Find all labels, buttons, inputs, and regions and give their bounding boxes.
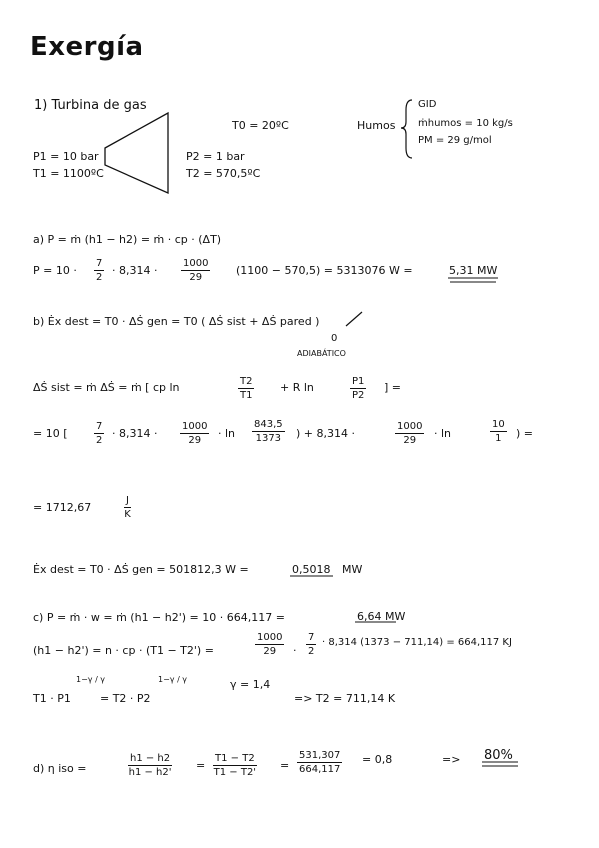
a-fraction-cp-num: 7 <box>96 258 103 269</box>
d-result: 80% <box>484 748 513 763</box>
b-fraction-temp-num: T2 <box>240 376 253 387</box>
c-line-2-frac-2-num: 7 <box>308 632 315 643</box>
d-frac-values-num: 531,307 <box>299 750 341 761</box>
b-line-3-frac-3-den: 1373 <box>255 433 282 444</box>
turbine-shape <box>105 113 168 193</box>
b-line-5-pre: Ėx dest = T0 · ΔṠ gen = 501812,3 W = <box>33 563 249 576</box>
d-eq-1: = <box>196 759 206 772</box>
b-line-3-frac-3-num: 843,5 <box>254 419 283 430</box>
d-frac-temperature-den: T1 − T2' <box>213 767 257 778</box>
c-line-1-pre: c) P = ṁ · w = ṁ (h1 − h2') = 10 · 664,117 = <box>33 611 285 624</box>
humos-item-pm: PM = 29 g/mol <box>418 135 492 146</box>
b-line-5-unit: MW <box>342 563 363 576</box>
b-line-3-frac-5 <box>490 419 507 444</box>
b-line-3-frac-3 <box>252 419 285 444</box>
b-line-2-mid: + R ln <box>280 381 314 394</box>
b-line-2-post: ] = <box>384 381 402 394</box>
d-frac-enthalpy-num: h1 − h2 <box>130 753 171 764</box>
humos-brace <box>401 100 412 158</box>
a-fraction-molar-den: 29 <box>189 272 203 283</box>
inlet-pressure: P1 = 10 bar <box>33 150 99 163</box>
d-label: d) η iso = <box>33 762 87 775</box>
c-line-2-mid: · <box>293 644 297 657</box>
c-line-2-frac-2-den: 2 <box>308 646 315 657</box>
a-line-2-post: (1100 − 570,5) = 5313076 W = <box>236 264 413 277</box>
b-fraction-temp-den: T1 <box>240 390 253 401</box>
d-frac-values-den: 664,117 <box>299 764 341 775</box>
b-fraction-press <box>350 376 366 401</box>
humos-item-gid: GID <box>418 99 437 110</box>
c-line-1-result: 6,64 MW <box>357 610 406 623</box>
ambient-temperature: T0 = 20ºC <box>232 119 289 132</box>
b-line-3-d: · ln <box>434 427 452 440</box>
outlet-temperature: T2 = 570,5ºC <box>186 167 261 180</box>
b-line-5-result: 0,5018 <box>292 563 331 576</box>
b-line-3-frac-1-num: 7 <box>96 421 103 432</box>
b-line-3-c: ) + 8,314 · <box>296 427 355 440</box>
a-line-2-mid: · 8,314 · <box>112 264 158 277</box>
b-line-3-frac-1-den: 2 <box>96 435 103 446</box>
d-frac-temperature <box>213 753 257 778</box>
a-line-1: a) P = ṁ (h1 − h2) = ṁ · cp · (ΔT) <box>33 233 222 246</box>
c-line-3-exponent-1: 1−γ / γ <box>76 675 106 684</box>
d-eq-3: = 0,8 <box>362 753 393 766</box>
b-line-3-frac-5-den: 1 <box>495 433 502 444</box>
c-line-2-frac-1-den: 29 <box>263 646 277 657</box>
b-line-4-unit <box>124 495 131 520</box>
c-line-3-b: = T2 · P2 <box>100 692 151 705</box>
a-line-2-pre: P = 10 · <box>33 264 77 277</box>
c-line-2-frac-1 <box>255 632 284 657</box>
pared-strike <box>346 312 362 326</box>
c-line-2-frac-2 <box>306 632 316 657</box>
c-line-3-a: T1 · P1 <box>33 692 71 705</box>
humos-item-flow: ṁhumos = 10 kg/s <box>418 118 513 129</box>
b-line-1: b) Ėx dest = T0 · ΔṠ gen = T0 ( ΔṠ sist + ΔṠ pared ) <box>33 315 320 328</box>
b-line-4-unit-den: K <box>124 509 131 520</box>
b-line-3-frac-4-num: 1000 <box>397 421 423 432</box>
b-line-3-frac-1 <box>94 421 104 446</box>
b-line-3-e: ) = <box>516 427 534 440</box>
page-title: Exergía <box>30 32 144 62</box>
b-line-3-frac-2 <box>180 421 209 446</box>
d-eq-2: = <box>280 759 290 772</box>
c-line-3-exponent-2: 1−γ / γ <box>158 675 188 684</box>
humos-label: Humos <box>357 119 396 132</box>
b-line-3-frac-2-den: 29 <box>188 435 202 446</box>
a-fraction-molar-num: 1000 <box>183 258 209 269</box>
b-line-3-frac-4-den: 29 <box>403 435 417 446</box>
b-line-3-frac-2-num: 1000 <box>182 421 208 432</box>
c-line-2-frac-1-num: 1000 <box>257 632 283 643</box>
a-fraction-cp-den: 2 <box>96 272 103 283</box>
b-line-2-pre: ΔṠ sist = ṁ ΔṠ = ṁ [ cp ln <box>33 381 180 394</box>
section-heading-turbine: 1) Turbina de gas <box>34 98 147 113</box>
b-fraction-press-den: P2 <box>352 390 365 401</box>
c-line-3-gamma: γ = 1,4 <box>230 678 271 691</box>
d-arrow: => <box>442 753 461 766</box>
c-line-2-pre: (h1 − h2') = n · cp · (T1 − T2') = <box>33 644 214 657</box>
d-frac-temperature-num: T1 − T2 <box>215 753 255 764</box>
d-frac-enthalpy-den: h1 − h2' <box>128 767 172 778</box>
outlet-pressure: P2 = 1 bar <box>186 150 245 163</box>
a-result: 5,31 MW <box>449 264 498 277</box>
d-frac-enthalpy <box>128 753 172 778</box>
a-fraction-molar <box>181 258 210 283</box>
b-line-3-a: · 8,314 · <box>112 427 158 440</box>
c-line-2-post: · 8,314 (1373 − 711,14) = 664,117 KJ <box>322 637 512 648</box>
b-adiabatic-note: ADIABÁTICO <box>297 349 346 358</box>
b-line-3-b: · ln <box>218 427 236 440</box>
inlet-temperature: T1 = 1100ºC <box>33 167 104 180</box>
b-line-3-frac-5-num: 10 <box>492 419 505 430</box>
b-line-3-frac-4 <box>395 421 424 446</box>
b-zero-mark: 0 <box>331 333 338 344</box>
b-line-4-pre: = 1712,67 <box>33 501 92 514</box>
a-fraction-cp <box>94 258 104 283</box>
b-fraction-temp <box>238 376 254 401</box>
c-line-3-result: => T2 = 711,14 K <box>294 692 396 705</box>
b-fraction-press-num: P1 <box>352 376 365 387</box>
b-line-3-pre: = 10 [ <box>33 427 68 440</box>
b-line-4-unit-num: J <box>126 495 129 506</box>
d-frac-values <box>297 750 342 775</box>
